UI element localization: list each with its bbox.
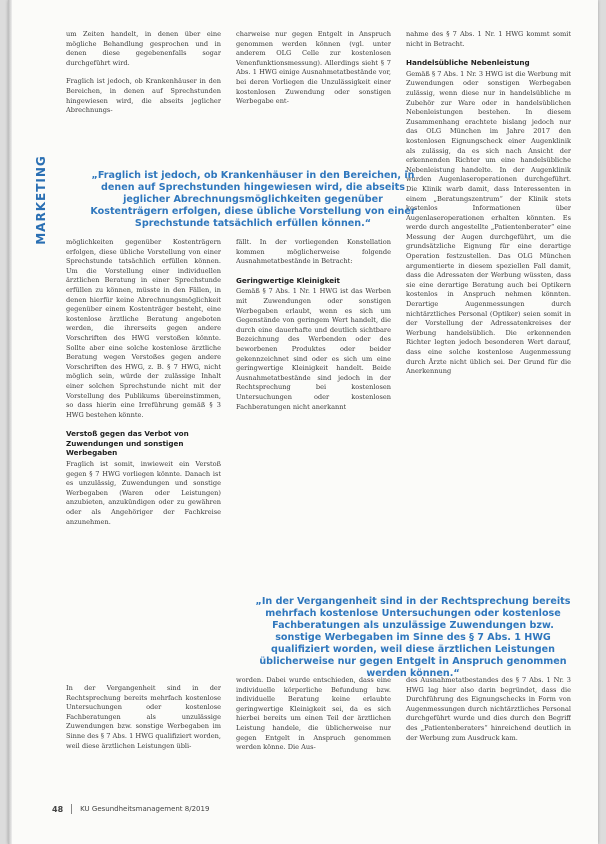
publication-name: KU Gesundheitsmanagement 8/2019 [80, 805, 210, 813]
paragraph: charweise nur gegen Entgelt in Anspruch genommen werden können (vgl. unter anderem OLG Celle zur kostenlosen Venenfunktionsmessung). Allerdings sieht § 7 Abs. 1 HWG einige Ausnahmetatbestände vor, bei deren Vorliegen die Unzulässigkeit einer kostenlosen Zuwendung oder sonstigen Werbegabe ent- [236, 30, 391, 106]
top-column-2 [236, 30, 391, 140]
magazine-page [8, 0, 598, 844]
paragraph: nahme des § 7 Abs. 1 Nr. 1 HWG kommt somit nicht in Betracht. [406, 30, 571, 48]
middle-column-2 [236, 238, 391, 578]
pull-quote-1: „Fraglich ist jedoch, ob Krankenhäuser in den Bereichen, in denen auf Sprechstunden hingewiesen wird, die abseits jeglicher Abrechnungsmöglichkeiten gegenüber Kostenträgern erfolgen, diese übliche Vorstellung von einer Sprechstunde tatsächlich erfüllen können.“ [90, 170, 416, 229]
paragraph: des Ausnahmetatbestandes des § 7 Abs. 1 Nr. 3 HWG lag hier also darin begründet, dass die Durchführung des Eignungschecks in Form von Augenmessungen durch nichtärztliches Personal durchgeführt wurde und dies durch den Begriff des „Patientenberaters“ hinreichend deutlich in der Werbung zum Ausdruck kam. [406, 676, 571, 742]
section-heading: Verstoß gegen das Verbot von Zuwendungen und sonstigen Werbegaben [66, 429, 189, 458]
page-footer [52, 804, 209, 814]
paragraph: um Zeiten handelt, in denen über eine mögliche Behandlung gesprochen und in denen diese gegebenenfalls sogar durchgeführt wird. [66, 30, 221, 67]
page-spine-shadow [8, 0, 12, 844]
paragraph: Gemäß § 7 Abs. 1 Nr. 3 HWG ist die Werbung mit Zuwendungen oder sonstigen Werbegaben zulässig, wenn diese nur in handelsübliche m Zubehör zur Ware oder in handelsüblichen Nebenleistungen bestehen. In diesem Zusammenhang erachtete bislang jedoch nur das OLG München im Jahre 2017 den kostenlosen Eignungscheck einer Augenklinik als zulässig, da es sich nach Ansicht der erkennenden Richter um eine handelsübliche Nebenleistung handelte. In der Augenklinik wurden Augenlaseroperationen durchgeführt. Die Klinik warb damit, dass Interessenten in einem „Beratungszentrum“ der Klinik stets kostenlos Informationen über Augenlaseroperationen erhalten könnten. Es werde durch angestellte „Patientenberater“ eine Messung der Augen durchgeführt, um die grundsätzliche Eignung für eine derartige Operation festzustellen. Das OLG München argumentierte in diesem speziellen Fall damit, dass die Adressaten der Werbung wüssten, dass sie eine derartige Beratung auch bei Optikern kostenlos in Anspruch nehmen könnten. Derartige Augenmessungen durch nichtärztliches Personal (Optiker) seien somit in der Vorstellung der Adressatenkreises der Werbung handelsüblich. Die erkennenden Richter legten jedoch besonderen Wert darauf, dass eine solche kostenlose Augenmessung durch Ärzte nicht üblich sei. Der Grund für die Anerkennung [406, 69, 571, 376]
bottom-column-1 [66, 684, 221, 784]
footer-divider [71, 804, 72, 814]
paragraph: In der Vergangenheit sind in der Rechtsprechung bereits mehrfach kostenlose Untersuchungen oder kostenlose Fachberatungen als unzulässige Zuwendungen bzw. sonstige Werbegaben im Sinne des § 7 Abs. 1 HWG qualifiziert worden, weil diese ärztlichen Leistungen übli- [66, 684, 221, 750]
bottom-column-3 [406, 676, 571, 786]
paragraph: Gemäß § 7 Abs. 1 Nr. 1 HWG ist das Werben mit Zuwendungen oder sonstigen Werbegaben erlaubt, wenn es sich um Gegenstände von geringem Wert handelt, die durch eine dauerhafte und deutlich sichtbare Bezeichnung des Werbenden oder des beworbenen Produktes oder beider gekennzeichnet sind oder es sich um eine geringwertige Kleinigkeit handelt. Beide Ausnahmetatbestände sind jedoch in der Rechtsprechung bei kostenlosen Untersuchungen oder kostenlosen Fachberatungen nicht anerkannt [236, 287, 391, 411]
middle-column-1 [66, 238, 221, 668]
paragraph: worden. Dabei wurde entschieden, dass eine individuelle körperliche Befundung bzw. individuelle Beratung keine erlaubte geringwertige Kleinigkeit sei, da es sich hierbei bereits um einen Teil der ärztlichen Leistung handele, die üblicherweise nur gegen Entgelt in Anspruch genommen werden könne. Die Aus- [236, 676, 391, 752]
top-column-1 [66, 30, 221, 152]
section-label [30, 140, 52, 260]
paragraph: fällt. In der vorliegenden Konstellation kommen möglicherweise folgende Ausnahmetatbestände in Betracht: [236, 238, 391, 266]
paragraph: Fraglich ist jedoch, ob Krankenhäuser in den Bereichen, in denen auf Sprechstunden hingewiesen wird, die abseits jeglicher Abrechnungs- [66, 77, 221, 115]
section-label-text: MARKETING [34, 155, 49, 245]
right-column [406, 30, 571, 670]
page-number: 48 [52, 804, 64, 814]
paragraph: möglichkeiten gegenüber Kostenträgern erfolgen, diese übliche Vorstellung von einer Sprechstunde tatsächlich erfüllen können. Um die Vorstellung einer individuellen ärztlichen Beratung in einer Sprechstunde erfüllen zu können, müsste in den Fällen, in denen hierfür keine Abrechnungsmöglichkeit gegenüber einem Kostenträger besteht, eine kostenlose ärztliche Beratung angeboten werden, die ihrerseits gegen andere Vorschriften des HWG verstoßen könnte. Sollte aber eine solche kostenlose ärztliche Beratung wegen Verstoßes gegen andere Vorschriften des HWG, z. B. § 7 HWG, nicht möglich sein, würde der zulässige Inhalt einer solchen Sprechstunde nicht mit der Vorstellung des Publikums übereinstimmen, so dass hierin eine Irreführung gemäß § 3 HWG bestehen könnte. [66, 238, 221, 419]
pull-quote-2: „In der Vergangenheit sind in der Rechtsprechung bereits mehrfach kostenlose Untersuchungen oder kostenlose Fachberatungen als unzulässige Zuwendungen bzw. sonstige Werbegaben im Sinne des § 7 Abs. 1 HWG qualifiziert worden, weil diese ärztlichen Leistungen üblicherweise nur gegen Entgelt in Anspruch genommen werden können.“ [255, 596, 571, 679]
paragraph: Fraglich ist somit, inwieweit ein Verstoß gegen § 7 HWG vorliegen könnte. Danach ist es unzulässig, Zuwendungen und sonstige Werbegaben (Waren oder Leistungen) anzubieten, anzukündigen oder zu gewähren oder als Angehöriger der Fachkreise anzunehmen. [66, 460, 221, 526]
section-heading: Geringwertige Kleinigkeit [236, 275, 340, 285]
bottom-column-2 [236, 676, 391, 786]
section-heading: Handelsübliche Nebenleistung [406, 58, 530, 68]
